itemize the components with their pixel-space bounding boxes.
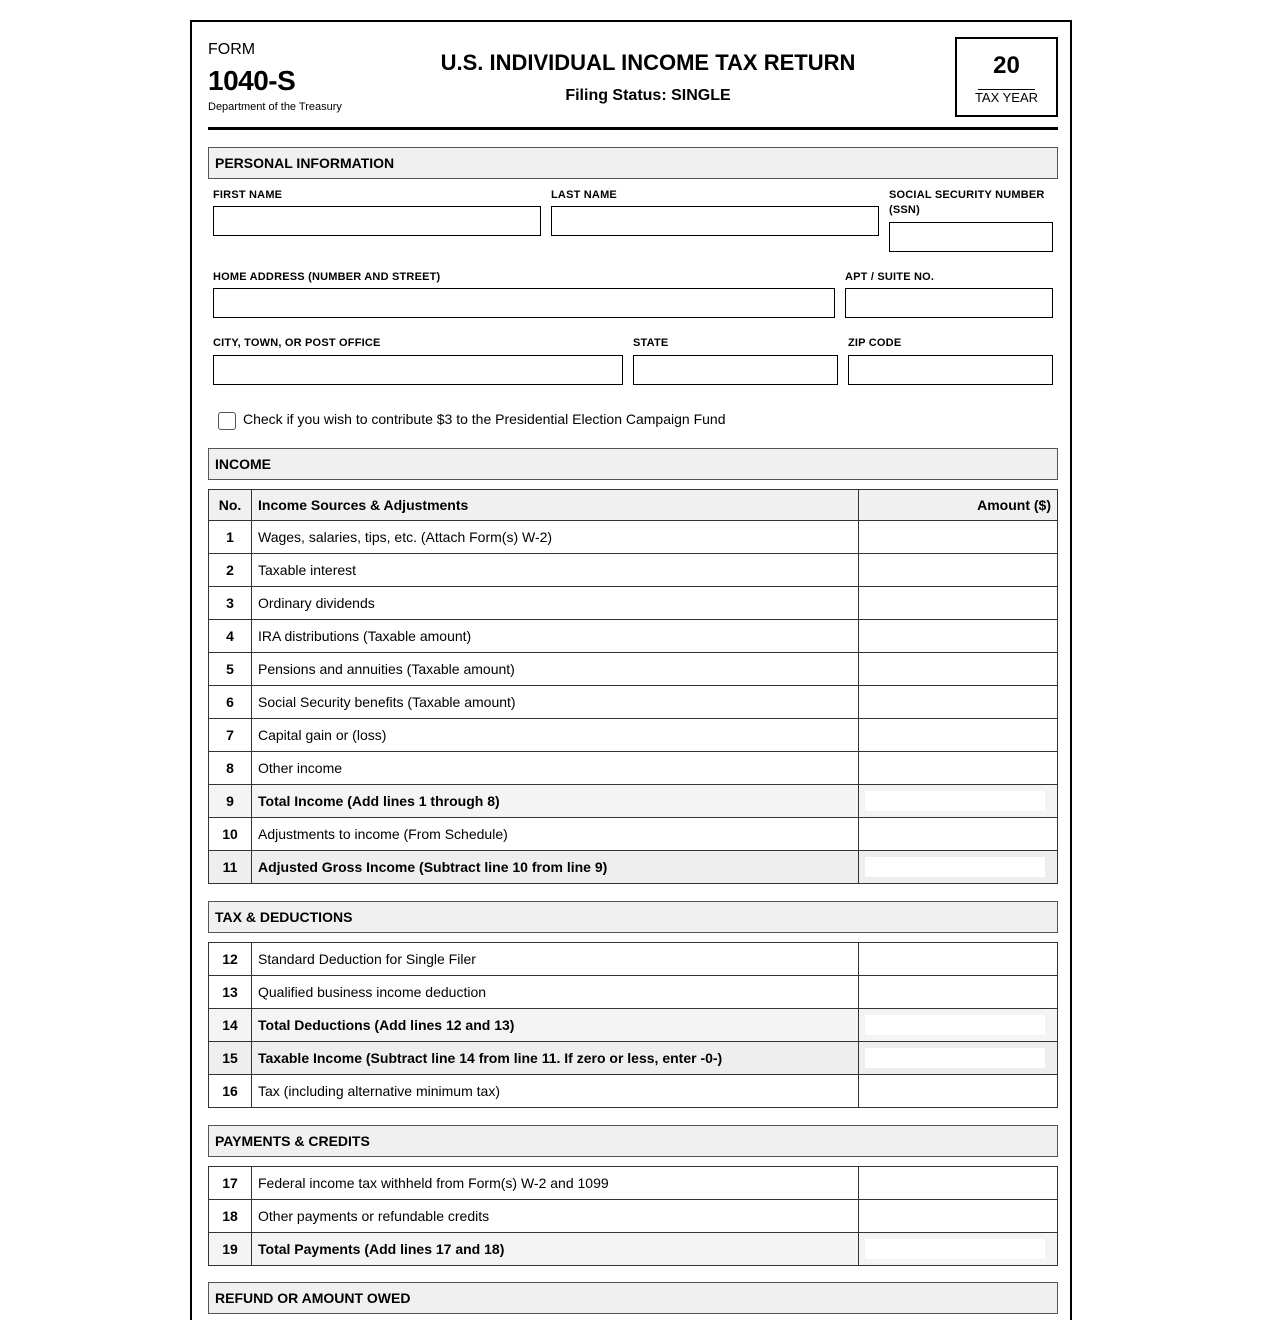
tax-line-12 [209, 943, 1058, 976]
first-name-label: FIRST NAME [213, 189, 283, 201]
line-13-amount[interactable] [859, 976, 1058, 1009]
line-description: Taxable Income (Subtract line 14 from line 11. If zero or less, enter -0-) [252, 1042, 859, 1075]
campaign-fund-label: Check if you wish to contribute $3 to the Presidential Election Campaign Fund [243, 411, 726, 427]
income-line-6 [209, 686, 1058, 719]
line-number: 13 [209, 976, 252, 1009]
tax-line-14 [209, 1009, 1058, 1042]
line-number: 15 [209, 1042, 252, 1075]
payment-line-18 [209, 1200, 1058, 1233]
section-tax-deductions: TAX & DEDUCTIONS [208, 901, 1058, 933]
city-field[interactable] [213, 355, 623, 385]
header-rule [208, 127, 1058, 130]
payment-line-19 [209, 1233, 1058, 1266]
line-number: 19 [209, 1233, 252, 1266]
line-11-amount [859, 851, 1058, 884]
line-description: Qualified business income deduction [252, 976, 859, 1009]
line-8-amount[interactable] [859, 752, 1058, 785]
line-description: Taxable interest [252, 554, 859, 587]
computed-amount-field [865, 1048, 1045, 1068]
line-description: Tax (including alternative minimum tax) [252, 1075, 859, 1108]
payments-table [208, 1166, 1058, 1266]
line-6-amount[interactable] [859, 686, 1058, 719]
line-17-amount[interactable] [859, 1167, 1058, 1200]
column-header-amount: Amount ($) [859, 490, 1058, 521]
line-number: 7 [209, 719, 252, 752]
line-description: Pensions and annuities (Taxable amount) [252, 653, 859, 686]
tax-year-value: 20 [993, 52, 1020, 79]
line-number: 14 [209, 1009, 252, 1042]
line-7-amount[interactable] [859, 719, 1058, 752]
last-name-label: LAST NAME [551, 189, 617, 201]
line-description: Adjusted Gross Income (Subtract line 10 from line 9) [252, 851, 859, 884]
tax-year-box [955, 37, 1058, 117]
line-number: 5 [209, 653, 252, 686]
line-number: 10 [209, 818, 252, 851]
income-table [208, 489, 1058, 884]
state-label: STATE [633, 337, 669, 349]
line-16-amount[interactable] [859, 1075, 1058, 1108]
form-label: FORM [208, 41, 256, 58]
city-label: CITY, TOWN, OR POST OFFICE [213, 337, 381, 349]
column-header-no: No. [209, 490, 252, 521]
home-address-label: HOME ADDRESS (NUMBER AND STREET) [213, 271, 441, 283]
tax-line-13 [209, 976, 1058, 1009]
zip-code-field[interactable] [848, 355, 1053, 385]
line-number: 16 [209, 1075, 252, 1108]
income-table-header [209, 490, 1058, 521]
line-description: Wages, salaries, tips, etc. (Attach Form(s) W-2) [252, 521, 859, 554]
line-number: 11 [209, 851, 252, 884]
line-description: Capital gain or (loss) [252, 719, 859, 752]
line-12-amount[interactable] [859, 943, 1058, 976]
line-18-amount[interactable] [859, 1200, 1058, 1233]
tax-form-page [190, 20, 1072, 1320]
line-number: 2 [209, 554, 252, 587]
line-description: Total Income (Add lines 1 through 8) [252, 785, 859, 818]
income-line-8 [209, 752, 1058, 785]
first-name-field[interactable] [213, 206, 541, 236]
line-description: Federal income tax withheld from Form(s) W-2 and 1099 [252, 1167, 859, 1200]
line-19-amount [859, 1233, 1058, 1266]
line-number: 6 [209, 686, 252, 719]
department-label: Department of the Treasury [208, 101, 342, 113]
computed-amount-field [865, 1239, 1045, 1259]
tax-line-16 [209, 1075, 1058, 1108]
section-payments-credits: PAYMENTS & CREDITS [208, 1125, 1058, 1157]
line-1-amount[interactable] [859, 521, 1058, 554]
line-14-amount [859, 1009, 1058, 1042]
apt-suite-label: APT / SUITE NO. [845, 271, 935, 283]
line-number: 18 [209, 1200, 252, 1233]
payment-line-17 [209, 1167, 1058, 1200]
income-line-4 [209, 620, 1058, 653]
campaign-fund-checkbox[interactable] [218, 412, 236, 430]
tax-year-label: TAX YEAR [974, 90, 1039, 105]
line-3-amount[interactable] [859, 587, 1058, 620]
computed-amount-field [865, 857, 1045, 877]
state-field[interactable] [633, 355, 838, 385]
line-description: Social Security benefits (Taxable amount) [252, 686, 859, 719]
line-10-amount[interactable] [859, 818, 1058, 851]
income-line-5 [209, 653, 1058, 686]
income-line-2 [209, 554, 1058, 587]
line-5-amount[interactable] [859, 653, 1058, 686]
line-description: IRA distributions (Taxable amount) [252, 620, 859, 653]
income-line-7 [209, 719, 1058, 752]
ssn-label: SOCIAL SECURITY NUMBER (SSN) [889, 189, 1045, 216]
line-number: 4 [209, 620, 252, 653]
line-number: 8 [209, 752, 252, 785]
line-number: 17 [209, 1167, 252, 1200]
line-description: Total Payments (Add lines 17 and 18) [252, 1233, 859, 1266]
line-description: Ordinary dividends [252, 587, 859, 620]
section-refund-amount-owed: REFUND OR AMOUNT OWED [208, 1282, 1058, 1314]
line-15-amount [859, 1042, 1058, 1075]
income-line-10 [209, 818, 1058, 851]
form-number: 1040-S [208, 65, 296, 96]
line-number: 3 [209, 587, 252, 620]
home-address-field[interactable] [213, 288, 835, 318]
column-header-description: Income Sources & Adjustments [252, 490, 859, 521]
income-line-3 [209, 587, 1058, 620]
tax-deductions-table [208, 942, 1058, 1108]
income-line-9 [209, 785, 1058, 818]
income-line-1 [209, 521, 1058, 554]
last-name-field[interactable] [551, 206, 879, 236]
line-description: Other payments or refundable credits [252, 1200, 859, 1233]
tax-line-15 [209, 1042, 1058, 1075]
line-description: Total Deductions (Add lines 12 and 13) [252, 1009, 859, 1042]
form-title: U.S. INDIVIDUAL INCOME TAX RETURN [440, 50, 856, 75]
computed-amount-field [865, 791, 1045, 811]
ssn-field[interactable] [889, 222, 1053, 252]
income-line-11 [209, 851, 1058, 884]
zip-code-label: ZIP CODE [848, 337, 902, 349]
filing-status: Filing Status: SINGLE [565, 87, 731, 104]
computed-amount-field [865, 1015, 1045, 1035]
apt-suite-field[interactable] [845, 288, 1053, 318]
section-personal-information: PERSONAL INFORMATION [208, 147, 1058, 179]
line-4-amount[interactable] [859, 620, 1058, 653]
line-description: Other income [252, 752, 859, 785]
section-income: INCOME [208, 448, 1058, 480]
line-description: Adjustments to income (From Schedule) [252, 818, 859, 851]
line-description: Standard Deduction for Single Filer [252, 943, 859, 976]
line-2-amount[interactable] [859, 554, 1058, 587]
line-number: 12 [209, 943, 252, 976]
line-number: 1 [209, 521, 252, 554]
line-9-amount [859, 785, 1058, 818]
line-number: 9 [209, 785, 252, 818]
